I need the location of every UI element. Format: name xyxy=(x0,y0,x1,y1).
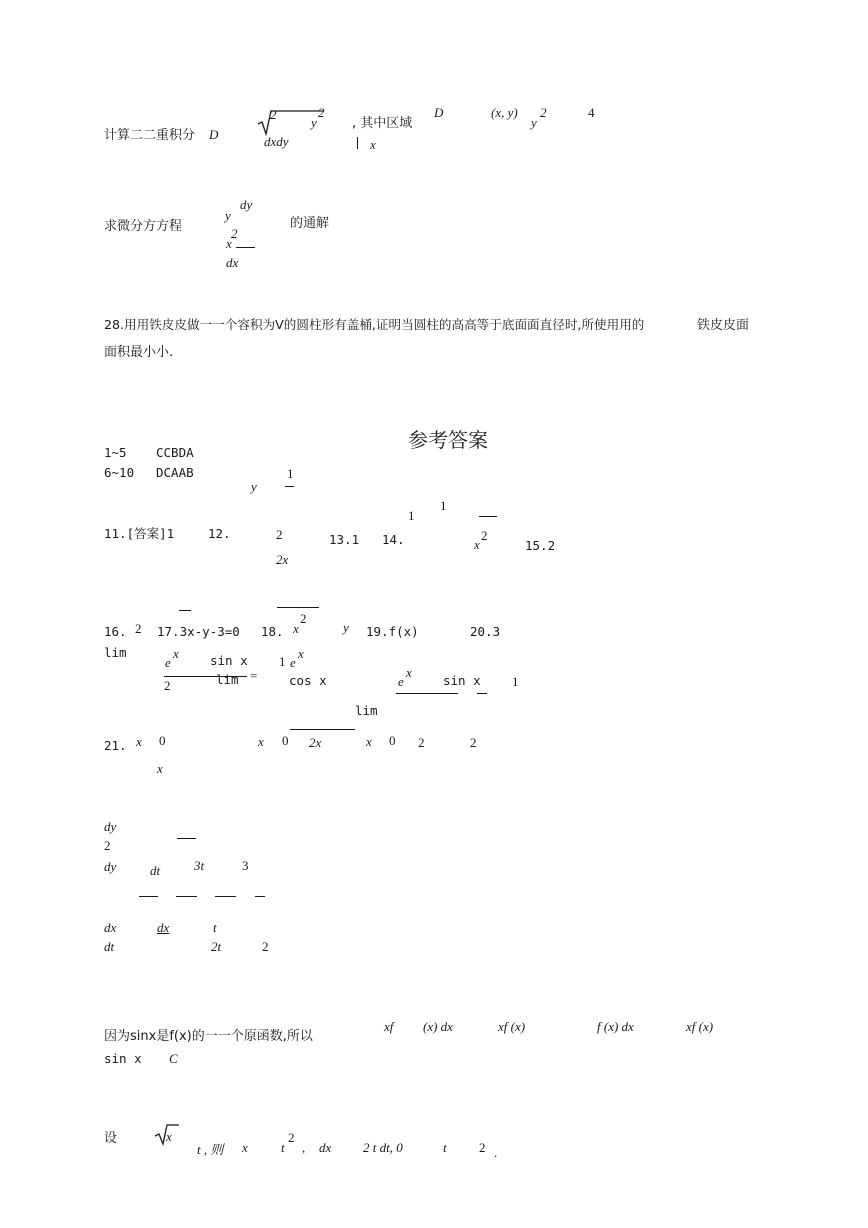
row14-one-a: 1 xyxy=(408,508,415,523)
ode-x: x xyxy=(226,236,232,251)
q24-comma: , xyxy=(302,1140,306,1155)
q22-bar-4 xyxy=(255,896,265,897)
q22-three-t: 3t xyxy=(194,858,205,873)
q22-two: 2 xyxy=(104,838,111,853)
q23-xf3: xf (x) xyxy=(686,1019,714,1034)
answer-16-two: 2 xyxy=(135,621,142,636)
answer-19: 19.f(x) xyxy=(366,624,419,639)
q21-frac-bar2 xyxy=(396,693,458,694)
answer-18-x: x xyxy=(293,621,299,636)
q24-she: 设 xyxy=(104,1131,118,1146)
q21-two-a: 2 xyxy=(418,735,425,750)
q24-two-t-dt: 2 t dt, 0 xyxy=(363,1140,403,1155)
ode-y: y xyxy=(225,208,231,223)
q23-prefix: 因为sinx是f(x)的一一个原函数,所以 xyxy=(104,1029,313,1044)
q21-lim2: lim xyxy=(216,672,239,687)
q21-zero-c: 0 xyxy=(389,733,396,748)
answer-20: 20.3 xyxy=(470,624,501,639)
answer-12-num: 2 xyxy=(276,527,283,542)
q22-three: 3 xyxy=(242,858,249,873)
answer-14-label: 14. xyxy=(382,532,405,547)
q22-dt2: dt xyxy=(104,939,115,954)
q21-frac-bar3 xyxy=(477,693,487,694)
q23-xf2: xf (x) xyxy=(498,1019,526,1034)
q21-label: 21. xyxy=(104,738,127,753)
region-pipe xyxy=(357,137,358,149)
row14-one-b: 1 xyxy=(440,498,447,513)
answer-16-label: 16. xyxy=(104,624,127,639)
q22-bar-top xyxy=(177,838,196,839)
answer-18-exp: 2 xyxy=(300,611,307,626)
q21-two-b: 2 xyxy=(470,735,477,750)
q21-zero-a: 0 xyxy=(159,733,166,748)
q21-e3: e xyxy=(398,674,404,689)
q24-dot: . xyxy=(494,1145,498,1160)
row14-bar xyxy=(479,516,497,517)
q22-bar-3 xyxy=(215,896,236,897)
row11-one-top: 1 xyxy=(287,466,294,481)
q22-dx2: dx xyxy=(157,920,170,935)
region-exp-two: 2 xyxy=(540,105,547,120)
q21-zero-b: 0 xyxy=(282,733,289,748)
row17-bar xyxy=(179,610,191,611)
region-symbol-d: D xyxy=(209,127,219,142)
row11-y: y xyxy=(251,479,257,494)
q21-frac-bar4 xyxy=(290,729,355,730)
region-symbol-d2: D xyxy=(434,105,444,120)
q22-two-t: 2t xyxy=(211,939,222,954)
ode-dy: dy xyxy=(240,197,253,212)
answer-17: 17.3x-y-3=0 xyxy=(157,624,240,639)
q28-line2: 面积最小小. xyxy=(104,345,174,360)
answers-title: 参考答案 xyxy=(408,428,488,452)
q24-x: x xyxy=(242,1140,248,1155)
row11-bar-a xyxy=(285,486,294,487)
q21-sinx2: sin x xyxy=(443,673,481,688)
region-bound-four: 4 xyxy=(588,105,595,120)
answers-1-5-label: 1~5 xyxy=(104,445,127,460)
q23-f-dx: f (x) dx xyxy=(597,1019,634,1034)
q24-t-ze: t , 则 xyxy=(197,1142,224,1157)
ode-dx: dx xyxy=(226,255,239,270)
answer-12-label: 12. xyxy=(208,526,231,541)
dxdy-text: dxdy xyxy=(264,134,289,149)
region-y-sub: y xyxy=(531,115,537,130)
region-label: , 其中区域 xyxy=(352,116,413,131)
answer-13: 13.1 xyxy=(329,532,360,547)
q21-one2: 1 xyxy=(512,674,519,689)
double-integral-prompt: 计算二二重积分 xyxy=(104,128,196,143)
answer-14-x: x xyxy=(474,537,480,552)
q24-two: 2 xyxy=(479,1140,486,1155)
ode-fraction-bar xyxy=(236,247,255,248)
q24-t2-exp: 2 xyxy=(288,1130,295,1145)
answer-18-y: y xyxy=(343,620,349,635)
answer-11: 11.[答案]1 xyxy=(104,526,175,541)
q21-e2-exp: x xyxy=(298,646,304,661)
q24-sqrt-x: x xyxy=(166,1129,172,1144)
q24-t: t xyxy=(443,1140,447,1155)
q24-dx: dx xyxy=(319,1140,332,1155)
q24-t2: t xyxy=(281,1140,285,1155)
q21-x-b: x xyxy=(258,734,264,749)
q23-sinx: sin x xyxy=(104,1051,142,1066)
q22-t: t xyxy=(213,920,217,935)
q21-x-c: x xyxy=(366,734,372,749)
q28-line1-tail: 铁皮皮面 xyxy=(697,318,750,333)
q22-two2: 2 xyxy=(262,939,269,954)
answers-6-10-label: 6~10 xyxy=(104,465,135,480)
answer-14-exp: 2 xyxy=(481,528,488,543)
region-xy-pair: (x, y) xyxy=(491,105,518,120)
answer-12-den: 2x xyxy=(276,552,289,567)
answer-18-label: 18. xyxy=(261,624,284,639)
answers-1-5: CCBDA xyxy=(156,445,194,460)
q21-lim3: lim xyxy=(355,703,378,718)
region-x: x xyxy=(370,137,376,152)
y-squared-base: y xyxy=(311,115,317,130)
q21-x-a: x xyxy=(136,734,142,749)
y-squared-exp: 2 xyxy=(318,105,325,120)
q21-e1: e xyxy=(165,655,171,670)
ode-prompt: 求微分方方程 xyxy=(104,219,183,234)
row18-bar xyxy=(277,607,319,608)
answers-6-10: DCAAB xyxy=(156,465,194,480)
q21-e3-exp: x xyxy=(406,665,412,680)
q22-dy1: dy xyxy=(104,819,117,834)
q21-sinx1: sin x xyxy=(210,653,248,668)
ode-exp-two: 2 xyxy=(231,226,238,241)
q21-e2: e xyxy=(290,655,296,670)
radicand-exp: 2 xyxy=(270,107,277,122)
q23-xf1: xf xyxy=(384,1019,394,1034)
q22-bar-2 xyxy=(176,896,197,897)
ode-suffix: 的通解 xyxy=(290,216,330,231)
q22-bar-1 xyxy=(139,896,158,897)
answer-15: 15.2 xyxy=(525,538,556,553)
q21-x-under: x xyxy=(157,761,163,776)
q21-twox: 2x xyxy=(309,735,322,750)
q22-dt1: dt xyxy=(150,863,161,878)
q21-den-two: 2 xyxy=(164,678,171,693)
q22-dx1: dx xyxy=(104,920,117,935)
q21-cosx: cos x xyxy=(289,673,327,688)
q21-one1: 1 xyxy=(279,654,286,669)
q23-x-dx: (x) dx xyxy=(423,1019,453,1034)
q28-line1: 28.用用铁皮皮做一一个容积为V的圆柱形有盖桶,证明当圆柱的高高等于底面面直径时,所使用用的 xyxy=(104,317,645,332)
q21-e1-exp: x xyxy=(173,646,179,661)
q21-lim1: lim xyxy=(104,645,127,660)
q23-constant-c: C xyxy=(169,1051,178,1066)
q21-equals: = xyxy=(250,668,258,683)
q22-dy2: dy xyxy=(104,859,117,874)
